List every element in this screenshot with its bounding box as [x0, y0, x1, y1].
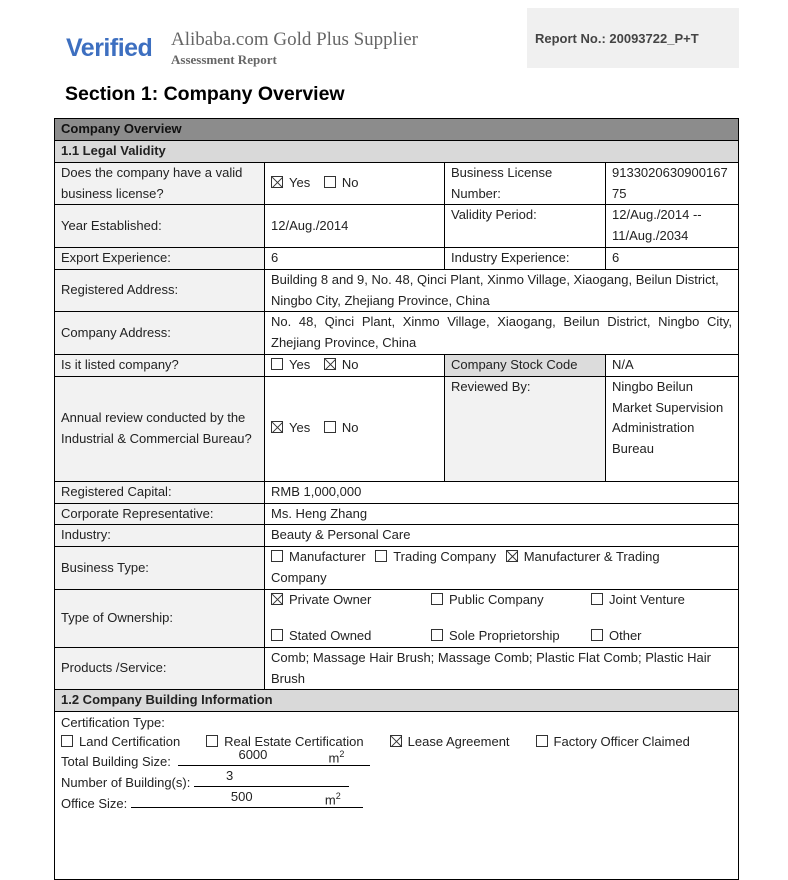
- checkbox-empty-icon[interactable]: [206, 735, 218, 747]
- products-label: Products /Service:: [55, 647, 265, 690]
- checkbox-empty-icon[interactable]: [431, 629, 443, 641]
- industry-experience-label: Industry Experience:: [445, 247, 606, 269]
- business-type-label: Business Type:: [55, 547, 265, 590]
- checkbox-checked-icon[interactable]: [271, 421, 283, 433]
- section-title: Section 1: Company Overview: [65, 83, 345, 105]
- option-label: Public Company: [449, 592, 544, 608]
- year-established-label: Year Established:: [55, 205, 265, 248]
- option-label: Land Certification: [79, 734, 181, 750]
- cert-factory-claimed[interactable]: [536, 733, 690, 751]
- export-experience-label: Export Experience:: [55, 247, 265, 269]
- building-info-panel: [55, 712, 739, 880]
- registered-capital-value: RMB 1,000,000: [265, 481, 739, 503]
- option-label: No: [341, 356, 359, 372]
- option-label: No: [341, 175, 359, 191]
- option-label: Yes: [289, 356, 311, 372]
- ownership-stated-owned[interactable]: [271, 626, 431, 646]
- checkbox-checked-icon[interactable]: [271, 176, 283, 188]
- subheader-building-info: 1.2 Company Building Information: [55, 690, 739, 712]
- number-of-buildings-field[interactable]: [194, 768, 349, 787]
- brand-subtitle: Assessment Report: [171, 52, 277, 67]
- corporate-rep-value: Ms. Heng Zhang: [265, 503, 739, 525]
- number-of-buildings-label: Number of Building(s):: [61, 775, 191, 791]
- listed-company-no[interactable]: [324, 355, 359, 376]
- total-building-size-value: 6000: [238, 747, 268, 763]
- listed-company-label: Is it listed company?: [55, 354, 265, 376]
- total-building-size-field[interactable]: [178, 747, 370, 766]
- checkbox-empty-icon[interactable]: [271, 358, 283, 370]
- brand-title: Alibaba.com Gold Plus Supplier: [171, 29, 418, 50]
- products-value: Comb; Massage Hair Brush; Massage Comb; Plastic Flat Comb; Plastic Hair Brush: [265, 647, 739, 690]
- registered-address-label: Registered Address:: [55, 269, 265, 312]
- valid-license-no[interactable]: [324, 173, 359, 194]
- checkbox-empty-icon[interactable]: [536, 735, 548, 747]
- export-experience-value: 6: [265, 247, 445, 269]
- checkbox-empty-icon[interactable]: [591, 629, 603, 641]
- option-label: Private Owner: [289, 592, 372, 608]
- license-number-value: 913302063090016775: [606, 162, 739, 205]
- table-header-company-overview: Company Overview: [55, 119, 739, 141]
- valid-license-label: Does the company have a valid business license?: [55, 162, 265, 205]
- cert-land[interactable]: [61, 733, 180, 751]
- checkbox-checked-icon[interactable]: [271, 593, 283, 605]
- option-label: Yes: [289, 420, 311, 436]
- option-label: Manufacturer & Trading Company: [271, 549, 660, 585]
- ownership-sole-proprietorship[interactable]: [431, 626, 591, 646]
- checkbox-empty-icon[interactable]: [324, 176, 336, 188]
- ownership-label: Type of Ownership:: [55, 589, 265, 647]
- checkbox-empty-icon[interactable]: [271, 550, 283, 562]
- validity-period-label: Validity Period:: [445, 205, 606, 248]
- reviewed-by-label: Reviewed By:: [445, 376, 606, 481]
- checkbox-empty-icon[interactable]: [61, 735, 73, 747]
- industry-value: Beauty & Personal Care: [265, 525, 739, 547]
- office-size-label: Office Size:: [61, 796, 128, 812]
- industry-experience-value: 6: [606, 247, 739, 269]
- listed-company-options: [265, 354, 445, 376]
- ownership-private-owner[interactable]: [271, 590, 431, 610]
- number-of-buildings-value: 3: [225, 768, 234, 784]
- ownership-other[interactable]: [591, 626, 711, 646]
- checkbox-empty-icon[interactable]: [375, 550, 387, 562]
- office-size-row: [61, 789, 732, 814]
- annual-review-no[interactable]: [324, 418, 359, 439]
- option-label: Manufacturer: [289, 549, 366, 565]
- option-label: Other: [609, 628, 642, 644]
- report-number-box: [527, 8, 739, 68]
- registered-address-value: Building 8 and 9, No. 48, Qinci Plant, Xinmo Village, Xiaogang, Beilun District, Ningbo City, Zhejiang Province, China: [265, 269, 739, 312]
- checkbox-checked-icon[interactable]: [324, 358, 336, 370]
- cert-type-label: Certification Type:: [61, 715, 165, 731]
- unit-label: $m^2$: [328, 749, 345, 766]
- company-address-value: No. 48, Qinci Plant, Xinmo Village, Xiaogang, Beilun District, Ningbo City, Zhejiang Province, China: [265, 312, 739, 355]
- business-type-options: [265, 547, 739, 590]
- total-building-size-label: Total Building Size:: [61, 754, 171, 770]
- annual-review-yes[interactable]: [271, 418, 310, 439]
- number-of-buildings-row: [61, 768, 732, 793]
- report-number: Report No.: 20093722_P+T: [535, 31, 699, 46]
- checkbox-empty-icon[interactable]: [324, 421, 336, 433]
- option-label: Real Estate Certification: [224, 734, 364, 750]
- stock-code-label: Company Stock Code: [445, 354, 606, 376]
- cert-lease[interactable]: [390, 733, 510, 751]
- corporate-rep-label: Corporate Representative:: [55, 503, 265, 525]
- listed-company-yes[interactable]: [271, 355, 310, 376]
- valid-license-options: [265, 162, 445, 205]
- unit-label: $m^2$: [324, 791, 341, 808]
- checkbox-empty-icon[interactable]: [431, 593, 443, 605]
- business-type-trading[interactable]: [375, 547, 496, 568]
- company-address-label: Company Address:: [55, 312, 265, 355]
- option-label: Lease Agreement: [407, 734, 510, 750]
- total-building-size-row: [61, 747, 732, 772]
- industry-label: Industry:: [55, 525, 265, 547]
- cert-type-options: [61, 733, 732, 751]
- checkbox-empty-icon[interactable]: [271, 629, 283, 641]
- registered-capital-label: Registered Capital:: [55, 481, 265, 503]
- option-label: Factory Officer Claimed: [553, 734, 690, 750]
- option-label: Joint Venture: [609, 592, 685, 608]
- stock-code-value: N/A: [606, 354, 739, 376]
- business-type-manufacturer[interactable]: [271, 547, 366, 568]
- option-label: Yes: [289, 175, 311, 191]
- option-label: No: [341, 420, 359, 436]
- valid-license-yes[interactable]: [271, 173, 310, 194]
- validity-period-value: 12/Aug./2014 -- 11/Aug./2034: [606, 205, 739, 248]
- annual-review-label: Annual review conducted by the Industrial & Commercial Bureau?: [55, 376, 265, 481]
- subheader-legal-validity: 1.1 Legal Validity: [55, 141, 739, 163]
- checkbox-checked-icon[interactable]: [506, 550, 518, 562]
- ownership-options: [265, 589, 739, 647]
- reviewed-by-value: Ningbo Beilun Market Supervision Administration Bureau: [606, 376, 739, 481]
- company-overview-table: [54, 118, 739, 880]
- ownership-public-company[interactable]: [431, 590, 591, 610]
- checkbox-checked-icon[interactable]: [390, 735, 402, 747]
- verified-logo: Verified: [66, 34, 153, 62]
- checkbox-empty-icon[interactable]: [591, 593, 603, 605]
- option-label: Sole Proprietorship: [449, 628, 560, 644]
- option-label: Stated Owned: [289, 628, 372, 644]
- annual-review-options: [265, 376, 445, 481]
- option-label: Trading Company: [393, 549, 497, 565]
- year-established-value: 12/Aug./2014: [265, 205, 445, 248]
- office-size-field[interactable]: [131, 789, 363, 808]
- license-number-label: Business License Number:: [445, 162, 606, 205]
- office-size-value: 500: [230, 789, 253, 805]
- ownership-joint-venture[interactable]: [591, 590, 711, 610]
